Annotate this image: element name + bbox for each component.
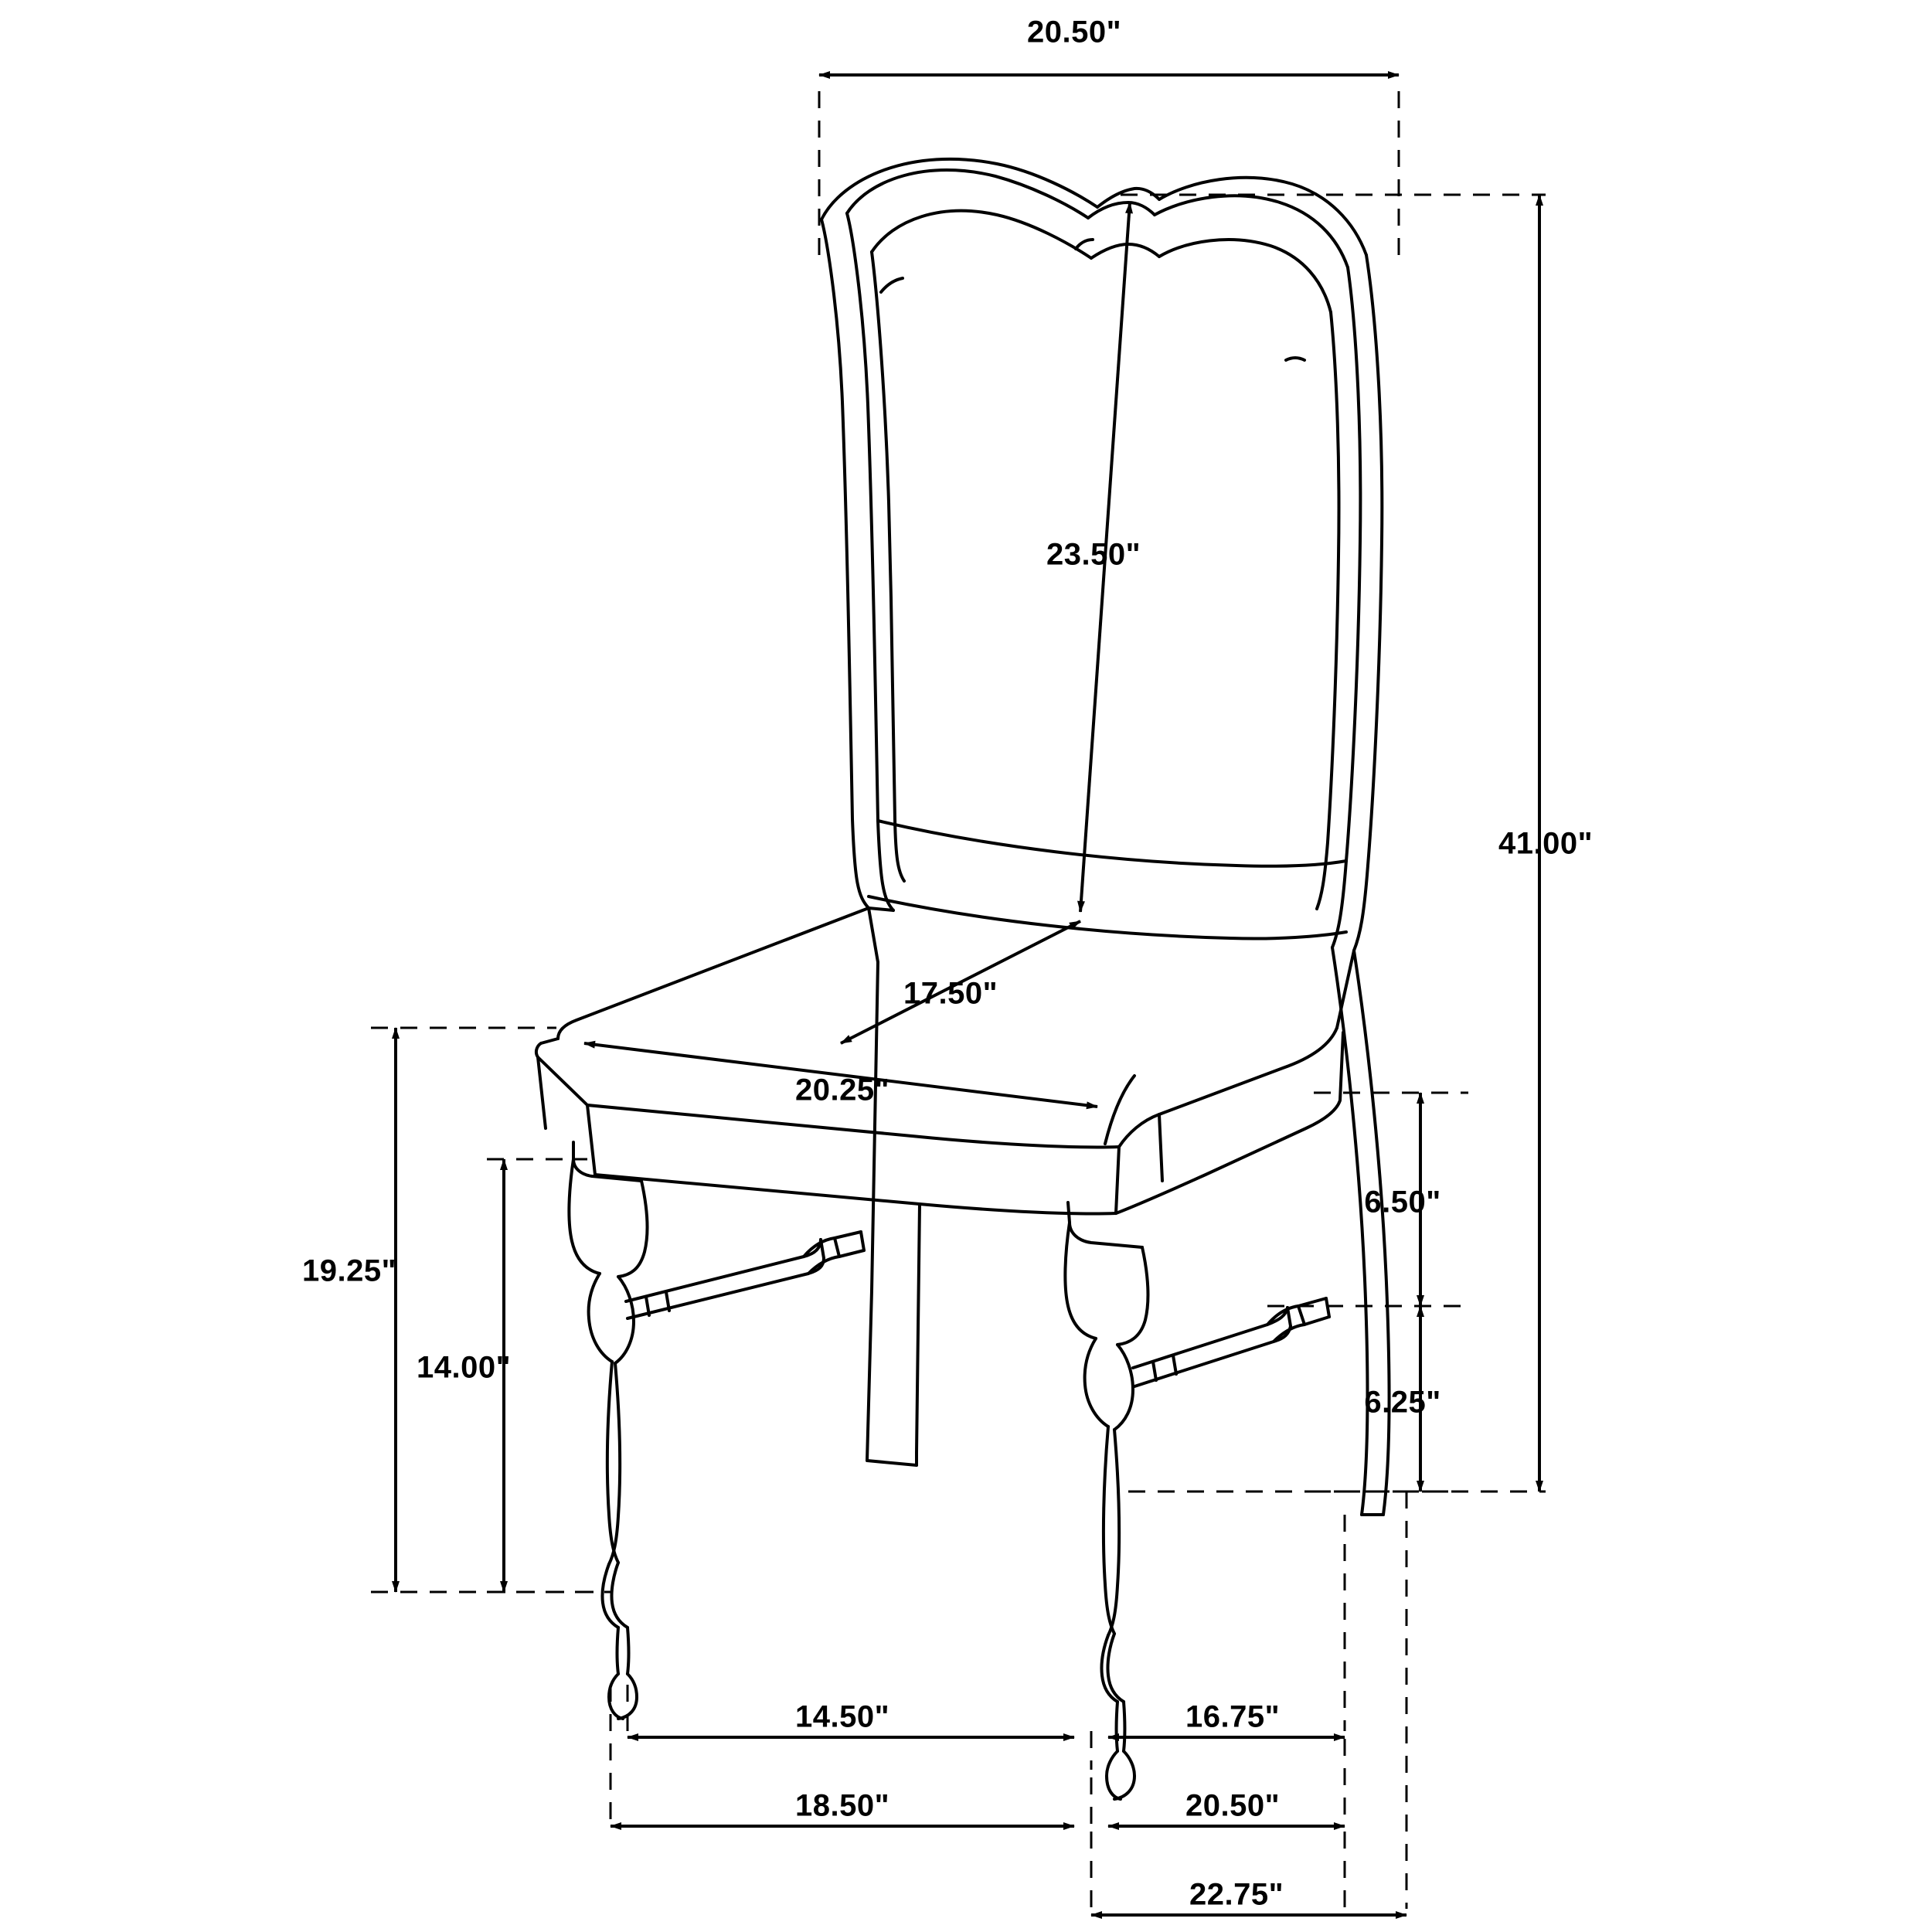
dim-label-stretcher-height: 6.25" <box>1364 1385 1441 1420</box>
dim-label-overall-depth: 22.75" <box>1189 1877 1284 1912</box>
dim-label-side-foot-span: 20.50" <box>1185 1788 1281 1823</box>
dim-label-seat-width: 20.25" <box>794 1073 890 1107</box>
dim-label-overall-height: 41.00" <box>1498 826 1594 861</box>
dim-label-leg-height: 14.00" <box>416 1350 512 1385</box>
dim-label-side-leg-span: 16.75" <box>1185 1699 1281 1734</box>
dim-label-seat-depth: 17.50" <box>903 976 998 1011</box>
dim-label-back-height: 23.50" <box>1046 537 1141 572</box>
dim-label-seat-height: 19.25" <box>301 1253 397 1288</box>
dim-label-top-width: 20.50" <box>1026 15 1122 49</box>
dim-label-seat-to-stretcher: 6.50" <box>1364 1185 1441 1219</box>
dim-label-front-leg-span: 14.50" <box>794 1699 890 1734</box>
dim-label-front-foot-span: 18.50" <box>794 1788 890 1823</box>
